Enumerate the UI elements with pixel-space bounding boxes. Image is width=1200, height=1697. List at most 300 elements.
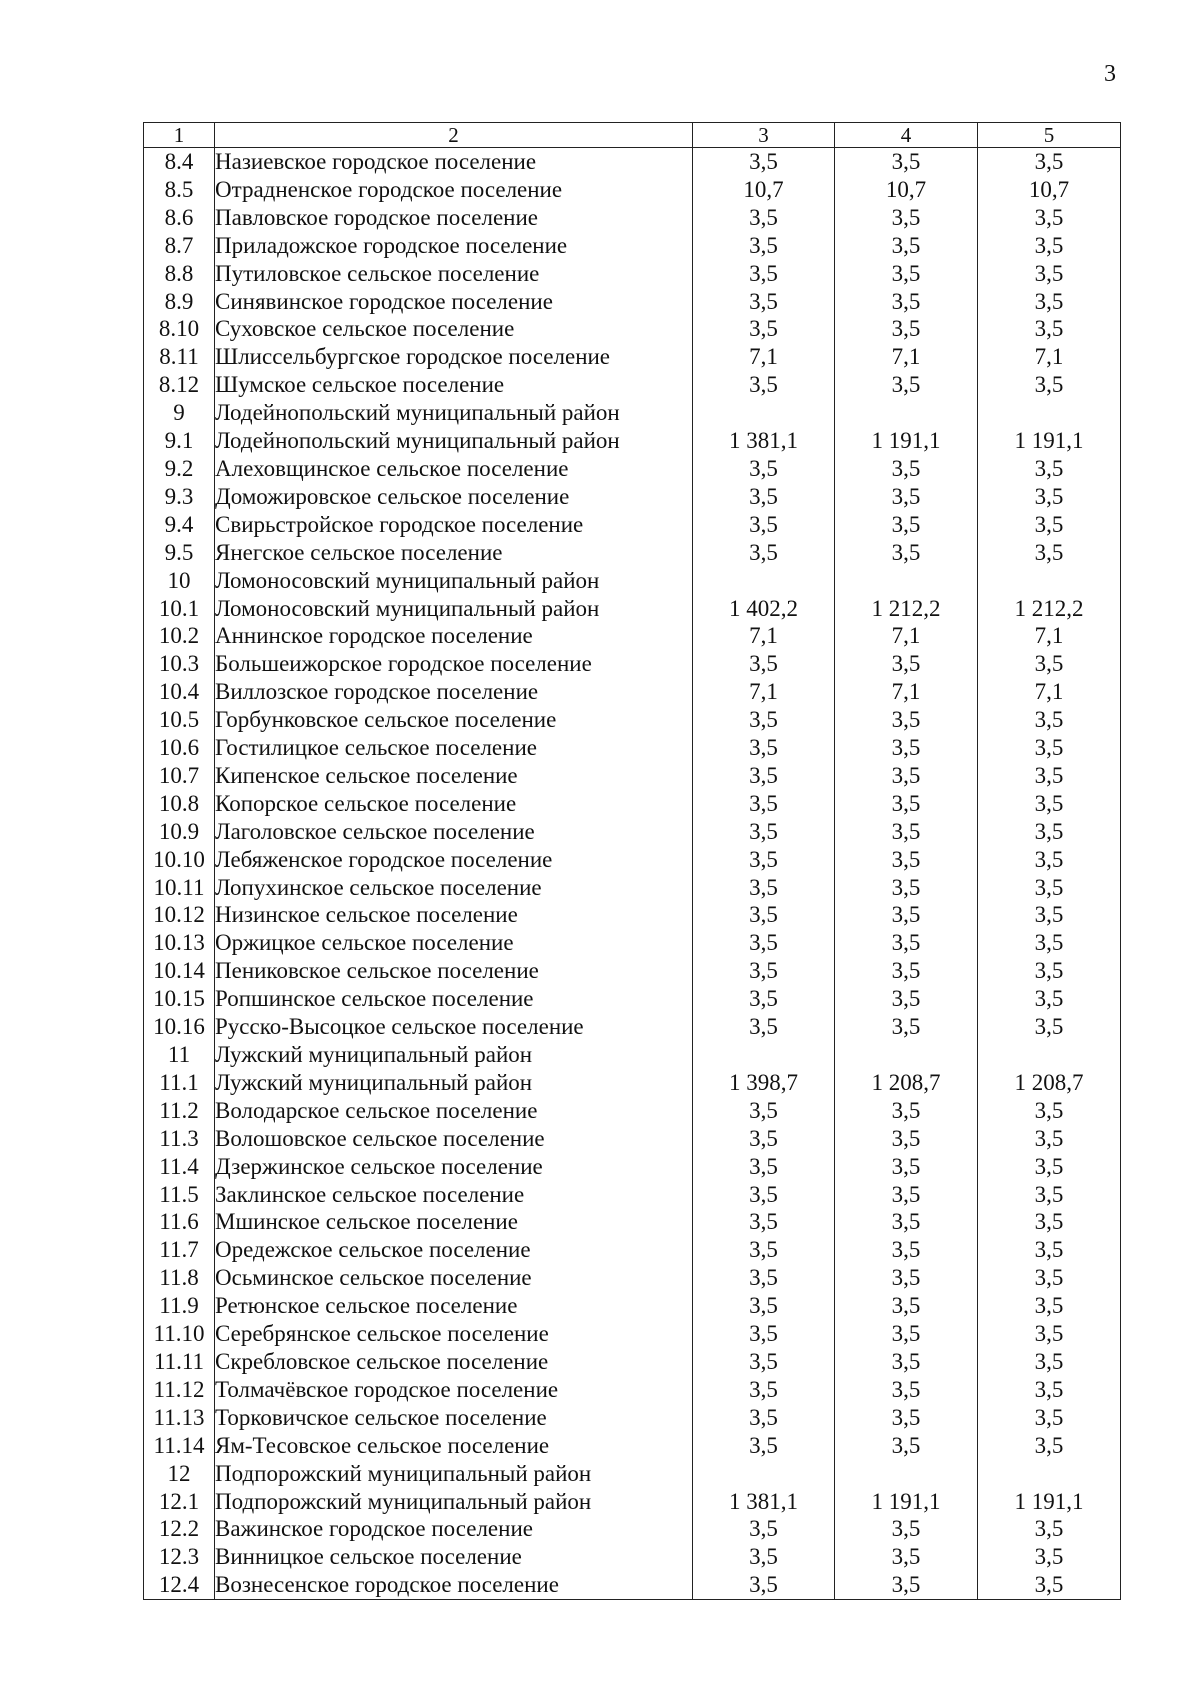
value-col-5: 3,5 (978, 1264, 1121, 1292)
municipality-name: Торковичское сельское поселение (215, 1404, 693, 1432)
row-number: 8.5 (144, 176, 215, 204)
value-col-3: 3,5 (693, 1292, 835, 1320)
table-row (144, 1264, 1121, 1292)
value-col-3: 3,5 (693, 734, 835, 762)
value-col-3: 3,5 (693, 650, 835, 678)
value-col-5: 3,5 (978, 985, 1121, 1013)
table-row (144, 567, 1121, 595)
value-col-5: 7,1 (978, 343, 1121, 371)
value-col-3: 3,5 (693, 148, 835, 176)
value-col-4: 3,5 (835, 455, 978, 483)
value-col-3: 7,1 (693, 678, 835, 706)
municipality-name: Дзержинское сельское поселение (215, 1153, 693, 1181)
column-header-2: 2 (215, 123, 693, 148)
municipality-name: Осьминское сельское поселение (215, 1264, 693, 1292)
municipality-name: Лужский муниципальный район (215, 1041, 693, 1069)
value-col-4: 3,5 (835, 1432, 978, 1460)
row-number: 10 (144, 567, 215, 595)
value-col-3: 3,5 (693, 762, 835, 790)
value-col-5: 3,5 (978, 1432, 1121, 1460)
municipality-name: Подпорожский муниципальный район (215, 1488, 693, 1516)
row-number: 10.6 (144, 734, 215, 762)
value-col-3: 7,1 (693, 622, 835, 650)
value-col-5: 3,5 (978, 1292, 1121, 1320)
row-number: 12 (144, 1460, 215, 1488)
table-row (144, 539, 1121, 567)
table-row (144, 176, 1121, 204)
table-row (144, 1404, 1121, 1432)
table-row (144, 1488, 1121, 1516)
municipality-name: Янегское сельское поселение (215, 539, 693, 567)
table-row (144, 734, 1121, 762)
table-row (144, 288, 1121, 316)
value-col-3: 3,5 (693, 1376, 835, 1404)
municipality-name: Лебяженское городское поселение (215, 846, 693, 874)
value-col-4: 3,5 (835, 1404, 978, 1432)
value-col-3 (693, 1460, 835, 1488)
value-col-4 (835, 1041, 978, 1069)
table-row (144, 371, 1121, 399)
value-col-3: 3,5 (693, 288, 835, 316)
value-col-4: 3,5 (835, 1376, 978, 1404)
value-col-3: 3,5 (693, 1571, 835, 1599)
value-col-5: 3,5 (978, 846, 1121, 874)
value-col-5: 1 212,2 (978, 595, 1121, 623)
table-row (144, 1460, 1121, 1488)
table-row (144, 511, 1121, 539)
municipality-name: Подпорожский муниципальный район (215, 1460, 693, 1488)
row-number: 9.2 (144, 455, 215, 483)
value-col-4: 7,1 (835, 343, 978, 371)
row-number: 10.14 (144, 957, 215, 985)
value-col-4: 3,5 (835, 148, 978, 176)
value-col-3: 3,5 (693, 985, 835, 1013)
municipality-name: Оржицкое сельское поселение (215, 929, 693, 957)
value-col-5: 3,5 (978, 1236, 1121, 1264)
value-col-3: 3,5 (693, 1125, 835, 1153)
row-number: 11.10 (144, 1320, 215, 1348)
value-col-3: 3,5 (693, 706, 835, 734)
column-header-4: 4 (835, 123, 978, 148)
municipality-name: Низинское сельское поселение (215, 901, 693, 929)
row-number: 11.12 (144, 1376, 215, 1404)
table-row (144, 1432, 1121, 1460)
value-col-3: 3,5 (693, 1236, 835, 1264)
value-col-4 (835, 399, 978, 427)
value-col-5: 3,5 (978, 204, 1121, 232)
value-col-4 (835, 567, 978, 595)
value-col-5: 10,7 (978, 176, 1121, 204)
allocation-table (143, 122, 1121, 1600)
value-col-3: 3,5 (693, 539, 835, 567)
value-col-3: 3,5 (693, 1404, 835, 1432)
row-number: 11.11 (144, 1348, 215, 1376)
row-number: 11.9 (144, 1292, 215, 1320)
table-row (144, 1013, 1121, 1041)
value-col-4: 3,5 (835, 1181, 978, 1209)
municipality-name: Важинское городское поселение (215, 1515, 693, 1543)
row-number: 11.2 (144, 1097, 215, 1125)
value-col-4: 3,5 (835, 929, 978, 957)
value-col-5: 3,5 (978, 1125, 1121, 1153)
municipality-name: Лаголовское сельское поселение (215, 818, 693, 846)
value-col-3: 1 398,7 (693, 1069, 835, 1097)
value-col-5: 3,5 (978, 706, 1121, 734)
value-col-4: 7,1 (835, 678, 978, 706)
value-col-5: 3,5 (978, 371, 1121, 399)
value-col-3: 10,7 (693, 176, 835, 204)
value-col-4: 3,5 (835, 1264, 978, 1292)
row-number: 12.2 (144, 1515, 215, 1543)
value-col-4: 3,5 (835, 539, 978, 567)
row-number: 11.3 (144, 1125, 215, 1153)
table-row (144, 483, 1121, 511)
row-number: 8.9 (144, 288, 215, 316)
value-col-4: 3,5 (835, 1097, 978, 1125)
municipality-name: Мшинское сельское поселение (215, 1208, 693, 1236)
table-row (144, 399, 1121, 427)
value-col-5: 3,5 (978, 1515, 1121, 1543)
table-body (144, 148, 1121, 1600)
table-row (144, 901, 1121, 929)
value-col-4: 1 212,2 (835, 595, 978, 623)
value-col-5: 3,5 (978, 1181, 1121, 1209)
municipality-name: Володарское сельское поселение (215, 1097, 693, 1125)
value-col-5 (978, 1041, 1121, 1069)
value-col-4: 3,5 (835, 1348, 978, 1376)
table-row (144, 204, 1121, 232)
row-number: 9.4 (144, 511, 215, 539)
value-col-4: 3,5 (835, 1125, 978, 1153)
row-number: 10.12 (144, 901, 215, 929)
table-row (144, 650, 1121, 678)
value-col-5: 3,5 (978, 874, 1121, 902)
row-number: 12.3 (144, 1543, 215, 1571)
value-col-3 (693, 567, 835, 595)
table-row (144, 957, 1121, 985)
row-number: 9.1 (144, 427, 215, 455)
value-col-3: 3,5 (693, 1264, 835, 1292)
table-row (144, 232, 1121, 260)
value-col-3: 3,5 (693, 260, 835, 288)
row-number: 10.2 (144, 622, 215, 650)
municipality-name: Приладожское городское поселение (215, 232, 693, 260)
municipality-name: Винницкое сельское поселение (215, 1543, 693, 1571)
table-row (144, 929, 1121, 957)
row-number: 10.13 (144, 929, 215, 957)
value-col-4: 3,5 (835, 790, 978, 818)
value-col-5: 1 191,1 (978, 1488, 1121, 1516)
value-col-4: 1 208,7 (835, 1069, 978, 1097)
value-col-3: 3,5 (693, 1208, 835, 1236)
table-row (144, 1320, 1121, 1348)
row-number: 8.6 (144, 204, 215, 232)
table-row (144, 315, 1121, 343)
value-col-3: 3,5 (693, 1153, 835, 1181)
value-col-4: 3,5 (835, 818, 978, 846)
municipality-name: Аннинское городское поселение (215, 622, 693, 650)
row-number: 11.1 (144, 1069, 215, 1097)
value-col-5: 3,5 (978, 260, 1121, 288)
value-col-3: 3,5 (693, 1181, 835, 1209)
value-col-5: 3,5 (978, 455, 1121, 483)
value-col-5: 3,5 (978, 790, 1121, 818)
row-number: 11.7 (144, 1236, 215, 1264)
table-row (144, 818, 1121, 846)
value-col-4: 3,5 (835, 1515, 978, 1543)
value-col-5: 3,5 (978, 1571, 1121, 1599)
municipality-name: Серебрянское сельское поселение (215, 1320, 693, 1348)
value-col-3: 3,5 (693, 790, 835, 818)
value-col-3: 7,1 (693, 343, 835, 371)
table-row (144, 622, 1121, 650)
value-col-5: 3,5 (978, 539, 1121, 567)
row-number: 8.10 (144, 315, 215, 343)
table-row (144, 762, 1121, 790)
value-col-5: 3,5 (978, 1543, 1121, 1571)
value-col-5: 3,5 (978, 288, 1121, 316)
value-col-4: 3,5 (835, 1208, 978, 1236)
value-col-3: 3,5 (693, 1515, 835, 1543)
row-number: 8.11 (144, 343, 215, 371)
value-col-3: 3,5 (693, 957, 835, 985)
row-number: 8.7 (144, 232, 215, 260)
table-row (144, 427, 1121, 455)
table-row (144, 343, 1121, 371)
value-col-5: 3,5 (978, 483, 1121, 511)
value-col-3: 3,5 (693, 874, 835, 902)
value-col-4: 3,5 (835, 1292, 978, 1320)
table-row (144, 1069, 1121, 1097)
value-col-3: 3,5 (693, 1320, 835, 1348)
municipality-name: Кипенское сельское поселение (215, 762, 693, 790)
value-col-4: 10,7 (835, 176, 978, 204)
value-col-4: 3,5 (835, 762, 978, 790)
row-number: 8.4 (144, 148, 215, 176)
value-col-5: 3,5 (978, 762, 1121, 790)
municipality-name: Заклинское сельское поселение (215, 1181, 693, 1209)
column-header-3: 3 (693, 123, 835, 148)
municipality-name: Шумское сельское поселение (215, 371, 693, 399)
value-col-4: 3,5 (835, 846, 978, 874)
row-number: 11.13 (144, 1404, 215, 1432)
value-col-4: 3,5 (835, 315, 978, 343)
row-number: 9 (144, 399, 215, 427)
table-row (144, 1208, 1121, 1236)
municipality-name: Копорское сельское поселение (215, 790, 693, 818)
value-col-3: 1 381,1 (693, 1488, 835, 1516)
value-col-5: 3,5 (978, 1404, 1121, 1432)
municipality-name: Гостилицкое сельское поселение (215, 734, 693, 762)
table-row (144, 455, 1121, 483)
row-number: 10.11 (144, 874, 215, 902)
value-col-3: 3,5 (693, 455, 835, 483)
table-row (144, 1125, 1121, 1153)
municipality-name: Оредежское сельское поселение (215, 1236, 693, 1264)
table-row (144, 1097, 1121, 1125)
value-col-3: 1 402,2 (693, 595, 835, 623)
value-col-5: 3,5 (978, 1208, 1121, 1236)
municipality-name: Отрадненское городское поселение (215, 176, 693, 204)
value-col-4: 3,5 (835, 232, 978, 260)
value-col-5: 3,5 (978, 650, 1121, 678)
row-number: 11 (144, 1041, 215, 1069)
value-col-3: 3,5 (693, 929, 835, 957)
value-col-5: 3,5 (978, 957, 1121, 985)
value-col-3: 3,5 (693, 901, 835, 929)
value-col-4: 3,5 (835, 734, 978, 762)
value-col-5: 7,1 (978, 678, 1121, 706)
table-row (144, 846, 1121, 874)
row-number: 8.12 (144, 371, 215, 399)
municipality-name: Лодейнопольский муниципальный район (215, 427, 693, 455)
value-col-3: 3,5 (693, 315, 835, 343)
value-col-4: 3,5 (835, 1013, 978, 1041)
value-col-4: 3,5 (835, 1320, 978, 1348)
value-col-5: 3,5 (978, 148, 1121, 176)
value-col-5: 1 208,7 (978, 1069, 1121, 1097)
table-row (144, 595, 1121, 623)
value-col-5 (978, 1460, 1121, 1488)
value-col-3: 3,5 (693, 511, 835, 539)
value-col-5: 3,5 (978, 901, 1121, 929)
value-col-3: 3,5 (693, 483, 835, 511)
municipality-name: Виллозское городское поселение (215, 678, 693, 706)
row-number: 11.6 (144, 1208, 215, 1236)
value-col-4: 3,5 (835, 260, 978, 288)
value-col-3: 3,5 (693, 818, 835, 846)
row-number: 11.4 (144, 1153, 215, 1181)
municipality-name: Скребловское сельское поселение (215, 1348, 693, 1376)
municipality-name: Путиловское сельское поселение (215, 260, 693, 288)
value-col-4: 3,5 (835, 288, 978, 316)
value-col-4: 7,1 (835, 622, 978, 650)
municipality-name: Синявинское городское поселение (215, 288, 693, 316)
value-col-3 (693, 1041, 835, 1069)
value-col-4: 3,5 (835, 985, 978, 1013)
value-col-3: 1 381,1 (693, 427, 835, 455)
table-row (144, 148, 1121, 176)
municipality-name: Суховское сельское поселение (215, 315, 693, 343)
table-row (144, 1571, 1121, 1599)
row-number: 11.14 (144, 1432, 215, 1460)
value-col-5: 3,5 (978, 1097, 1121, 1125)
municipality-name: Большеижорское городское поселение (215, 650, 693, 678)
value-col-5: 7,1 (978, 622, 1121, 650)
municipality-name: Назиевское городское поселение (215, 148, 693, 176)
value-col-5: 3,5 (978, 1013, 1121, 1041)
value-col-4: 3,5 (835, 483, 978, 511)
value-col-5: 3,5 (978, 232, 1121, 260)
table-row (144, 1041, 1121, 1069)
table-row (144, 1153, 1121, 1181)
value-col-3: 3,5 (693, 371, 835, 399)
value-col-4: 3,5 (835, 901, 978, 929)
municipality-name: Толмачёвское городское поселение (215, 1376, 693, 1404)
value-col-5: 3,5 (978, 1348, 1121, 1376)
value-col-4: 3,5 (835, 371, 978, 399)
value-col-4: 3,5 (835, 957, 978, 985)
row-number: 10.3 (144, 650, 215, 678)
table-row (144, 1515, 1121, 1543)
table-row (144, 706, 1121, 734)
municipality-name: Лодейнопольский муниципальный район (215, 399, 693, 427)
table-header (144, 123, 1121, 148)
value-col-4: 3,5 (835, 650, 978, 678)
column-header-5: 5 (978, 123, 1121, 148)
value-col-3: 3,5 (693, 232, 835, 260)
row-number: 11.5 (144, 1181, 215, 1209)
value-col-3: 3,5 (693, 204, 835, 232)
municipality-name: Ретюнское сельское поселение (215, 1292, 693, 1320)
row-number: 11.8 (144, 1264, 215, 1292)
value-col-4: 3,5 (835, 511, 978, 539)
municipality-name: Шлиссельбургское городское поселение (215, 343, 693, 371)
municipality-name: Лопухинское сельское поселение (215, 874, 693, 902)
municipality-name: Алеховщинское сельское поселение (215, 455, 693, 483)
value-col-5: 3,5 (978, 1376, 1121, 1404)
value-col-3: 3,5 (693, 1097, 835, 1125)
municipality-name: Пениковское сельское поселение (215, 957, 693, 985)
municipality-name: Русско-Высоцкое сельское поселение (215, 1013, 693, 1041)
page-number: 3 (1104, 61, 1116, 87)
value-col-5: 3,5 (978, 511, 1121, 539)
value-col-4: 3,5 (835, 706, 978, 734)
value-col-3 (693, 399, 835, 427)
municipality-name: Ломоносовский муниципальный район (215, 595, 693, 623)
value-col-5: 3,5 (978, 315, 1121, 343)
value-col-4: 3,5 (835, 1236, 978, 1264)
value-col-4: 1 191,1 (835, 1488, 978, 1516)
row-number: 10.15 (144, 985, 215, 1013)
municipality-name: Ломоносовский муниципальный район (215, 567, 693, 595)
value-col-4: 3,5 (835, 1153, 978, 1181)
value-col-4: 3,5 (835, 1543, 978, 1571)
value-col-3: 3,5 (693, 846, 835, 874)
row-number: 10.1 (144, 595, 215, 623)
value-col-5: 3,5 (978, 1320, 1121, 1348)
municipality-name: Ропшинское сельское поселение (215, 985, 693, 1013)
row-number: 10.5 (144, 706, 215, 734)
value-col-5: 3,5 (978, 818, 1121, 846)
table-row (144, 678, 1121, 706)
table-row (144, 1181, 1121, 1209)
value-col-4: 3,5 (835, 874, 978, 902)
value-col-3: 3,5 (693, 1543, 835, 1571)
row-number: 10.10 (144, 846, 215, 874)
table-row (144, 1236, 1121, 1264)
row-number: 10.7 (144, 762, 215, 790)
value-col-3: 3,5 (693, 1432, 835, 1460)
table-row (144, 1376, 1121, 1404)
value-col-4: 3,5 (835, 204, 978, 232)
value-col-3: 3,5 (693, 1348, 835, 1376)
table-row (144, 260, 1121, 288)
value-col-5: 3,5 (978, 929, 1121, 957)
row-number: 10.9 (144, 818, 215, 846)
municipality-name: Ям-Тесовское сельское поселение (215, 1432, 693, 1460)
row-number: 10.8 (144, 790, 215, 818)
value-col-4: 1 191,1 (835, 427, 978, 455)
row-number: 10.16 (144, 1013, 215, 1041)
value-col-4 (835, 1460, 978, 1488)
row-number: 12.1 (144, 1488, 215, 1516)
value-col-5 (978, 399, 1121, 427)
municipality-name: Волошовское сельское поселение (215, 1125, 693, 1153)
row-number: 9.5 (144, 539, 215, 567)
municipality-name: Лужский муниципальный район (215, 1069, 693, 1097)
column-header-1: 1 (144, 123, 215, 148)
